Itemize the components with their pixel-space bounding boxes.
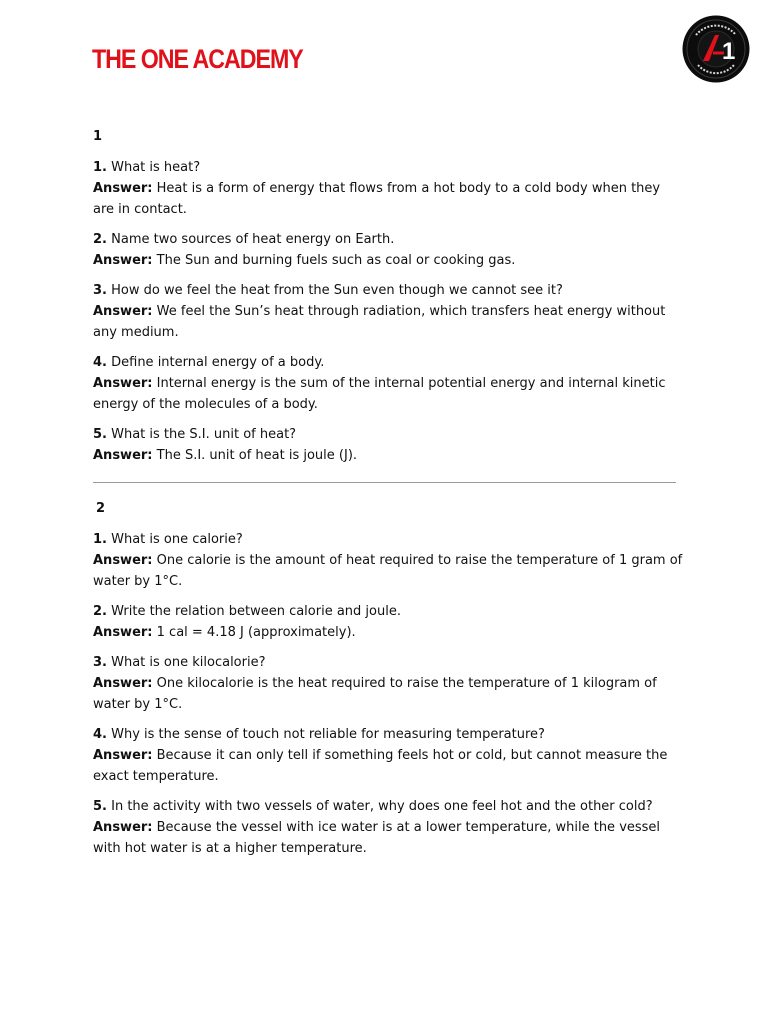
answer-text: One kilocalorie is the heat required to raise the temperature of 1 kilogram of water by 1°C. <box>93 676 657 712</box>
question-number: 5. <box>93 427 107 442</box>
question-number: 2. <box>93 232 107 247</box>
question-number: 4. <box>93 727 107 742</box>
qa-item <box>93 796 683 859</box>
question-number: 4. <box>93 355 107 370</box>
question-number: 3. <box>93 655 107 670</box>
answer-text: Because it can only tell if something feels hot or cold, but cannot measure the exact temperature. <box>93 748 668 784</box>
question <box>93 724 683 745</box>
answer-text: One calorie is the amount of heat required to raise the temperature of 1 gram of water by 1°C. <box>93 553 683 589</box>
page-title: THE ONE ACADEMY <box>92 44 303 74</box>
the-one-academy-logo-icon <box>682 15 750 83</box>
answer-label: Answer: <box>93 676 153 691</box>
answer <box>93 817 683 859</box>
question <box>93 352 683 373</box>
answer-text: Because the vessel with ice water is at a lower temperature, while the vessel with hot water is at a higher temperature. <box>93 820 661 856</box>
svg-text:1: 1 <box>722 38 736 65</box>
answer-label: Answer: <box>93 376 153 391</box>
question-text: Why is the sense of touch not reliable for measuring temperature? <box>111 727 545 742</box>
question <box>93 652 683 673</box>
qa-content <box>93 126 683 868</box>
qa-item <box>93 652 683 715</box>
question <box>93 529 683 550</box>
question-number: 3. <box>93 283 107 298</box>
question-text: In the activity with two vessels of water, why does one feel hot and the other cold? <box>111 799 653 814</box>
answer <box>93 178 683 220</box>
answer <box>93 673 683 715</box>
answer-label: Answer: <box>93 181 153 196</box>
answer-label: Answer: <box>93 625 153 640</box>
answer-label: Answer: <box>93 253 153 268</box>
answer-label: Answer: <box>93 748 153 763</box>
answer-label: Answer: <box>93 553 153 568</box>
answer <box>93 622 683 643</box>
question-number: 1. <box>93 160 107 175</box>
section-2 <box>93 498 683 859</box>
answer-label: Answer: <box>93 304 153 319</box>
answer-text: Internal energy is the sum of the internal potential energy and internal kinetic energy of the molecules of a body. <box>93 376 666 412</box>
answer <box>93 301 683 343</box>
answer-label: Answer: <box>93 448 153 463</box>
answer-text: 1 cal = 4.18 J (approximately). <box>156 625 356 640</box>
question-text: What is one calorie? <box>111 532 243 547</box>
question-text: Name two sources of heat energy on Earth. <box>111 232 395 247</box>
qa-item <box>93 229 683 271</box>
question-text: What is the S.I. unit of heat? <box>111 427 297 442</box>
qa-item <box>93 157 683 220</box>
answer-text: Heat is a form of energy that flows from a hot body to a cold body when they are in contact. <box>93 181 661 217</box>
qa-item <box>93 529 683 592</box>
answer <box>93 550 683 592</box>
qa-item <box>93 352 683 415</box>
question-text: Write the relation between calorie and joule. <box>111 604 401 619</box>
answer <box>93 445 683 466</box>
section-number: 2 <box>96 501 106 516</box>
answer-text: The Sun and burning fuels such as coal or cooking gas. <box>156 253 516 268</box>
answer-text: We feel the Sun’s heat through radiation, which transfers heat energy without any medium. <box>93 304 666 340</box>
answer <box>93 250 683 271</box>
question-text: What is heat? <box>111 160 201 175</box>
qa-item <box>93 424 683 466</box>
question <box>93 424 683 445</box>
section-1 <box>93 126 683 466</box>
question <box>93 229 683 250</box>
answer-text: The S.I. unit of heat is joule (J). <box>156 448 358 463</box>
qa-item <box>93 601 683 643</box>
answer <box>93 745 683 787</box>
question-number: 2. <box>93 604 107 619</box>
question-text: Define internal energy of a body. <box>111 355 325 370</box>
question <box>93 157 683 178</box>
answer-label: Answer: <box>93 820 153 835</box>
section-divider <box>93 482 676 483</box>
question-text: How do we feel the heat from the Sun even though we cannot see it? <box>111 283 563 298</box>
qa-item <box>93 280 683 343</box>
question-number: 5. <box>93 799 107 814</box>
section-number: 1 <box>93 129 103 144</box>
answer <box>93 373 683 415</box>
question <box>93 796 683 817</box>
question <box>93 601 683 622</box>
question-number: 1. <box>93 532 107 547</box>
question <box>93 280 683 301</box>
question-text: What is one kilocalorie? <box>111 655 266 670</box>
qa-item <box>93 724 683 787</box>
